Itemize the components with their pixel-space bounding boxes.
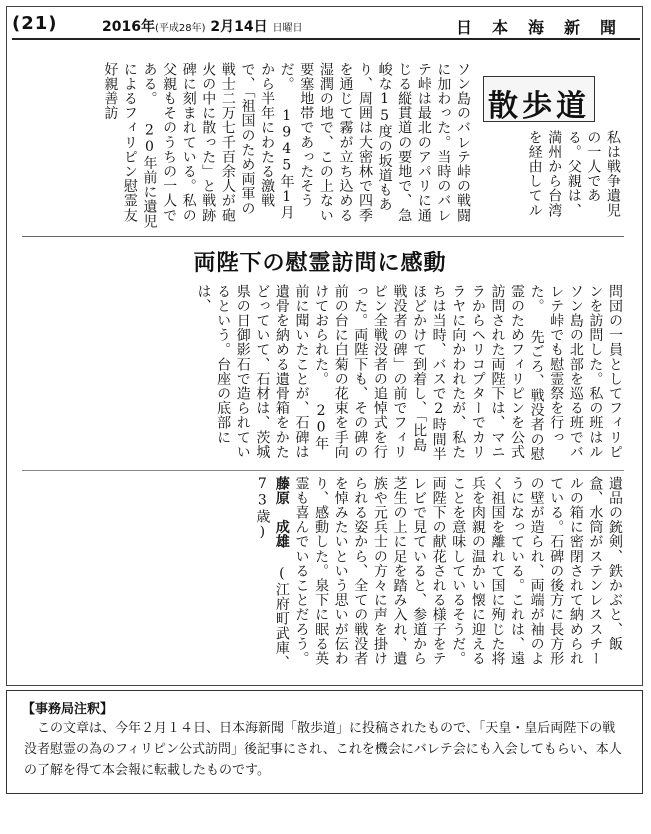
newspaper-header bbox=[12, 12, 640, 40]
column-title: 散歩道 bbox=[488, 89, 590, 124]
secretariat-note-title: 【事務局注釈】 bbox=[22, 702, 114, 717]
issue-year: 2016年 bbox=[102, 19, 155, 35]
newspaper-name: 日本海新聞 bbox=[455, 18, 636, 37]
author-info: (江府町武庫、73歳) bbox=[254, 476, 290, 670]
column-title-box bbox=[483, 76, 595, 122]
article-body-bottom-text: 遺品の銃剣、鉄かぶと、飯盒、水筒がステンレススチールの箱に密閉されて納められている。石碑の後方に長方形の壁が造られ、両端が袖のようになっている。これは、遠く祖国を離れて国に殉じた将兵を肉親の温かい懐に迎えることを意味しているそうだ。 両陛下の献花される様子をテレビで見ていると、参道から芝生の上に足を踏み入れ、遺族や元兵士の方々に声を掛けられる姿から、全ての戦没者を悼みたいという思いが伝わり、感動した。泉下に眠る英霊も喜んでいることだろう。 bbox=[293, 476, 623, 666]
section-divider-lower bbox=[22, 470, 624, 471]
article-intro-text: 私は戦争遺児の一人である。父親は、満州から台湾を経由してル bbox=[526, 130, 621, 218]
issue-date bbox=[102, 16, 302, 36]
article-headline: 両陛下の慰霊訪問に感動 bbox=[193, 251, 447, 276]
issue-weekday: 日曜日 bbox=[272, 23, 303, 34]
issue-month-day: 2月14日 bbox=[210, 19, 268, 35]
secretariat-note-text: この文章は、今年２月１４日、日本海新聞「散歩道」に投稿されたもので、「天皇・皇后両陛下の戦没者慰霊の為のフィリピン公式訪問」後記事にされ、これを機会にバレテ会にも入会してもらい、本人の了解を得て本会報に転載したものです。 bbox=[24, 721, 622, 778]
article-body-top: ソン島のバレテ峠の戦闘に加わった。当時のバレテ峠は最北のアパリに通じる縦貫道の要地で、急峻な15度の坂道もあり、周囲は大密林で四季を通じて霧が立ち込める湿潤の地で、この上ない要塞地帯であったそうだ。 1945年1月から半年にわたる激戦で、「祖国のため両軍の戦士二万七千百余人が砲火の中に散った」と戦跡碑に刻まれている。私の父親もそのうちの一人である。 20年前に遺児によるフィリピン慰霊友好親善訪 bbox=[102, 62, 471, 229]
article-body-bottom bbox=[22, 476, 624, 676]
issue-era: (平成28年) bbox=[154, 23, 206, 34]
article-body-middle: 問団の一員としてフィリピンを訪問した。私の班はルソン島の北部を巡る班でバレテ峠でも慰霊祭を行った。 先ごろ、戦没者の慰霊のためフィリピンを公式訪問された両陛下は、マニラからヘリコプターでカリラヤに向かわれたが、私たちは当時、バスで2時間半ほどかけて到着し、「比島戦没者の碑」の前でフィリピン全戦没者の追悼式を行った。両陛下も、その碑の前の台に白菊の花束を手向けておられた。 20年前に聞いたことが、石碑は遺骨を納める遺骨箱をかたどっていて、石材は、茨城県の日御影石で造られているという。台座の底部には、 bbox=[195, 284, 623, 462]
page-number: (21) bbox=[12, 13, 58, 34]
author-name: 藤原 成雄 bbox=[273, 476, 290, 549]
section-divider bbox=[22, 236, 624, 237]
